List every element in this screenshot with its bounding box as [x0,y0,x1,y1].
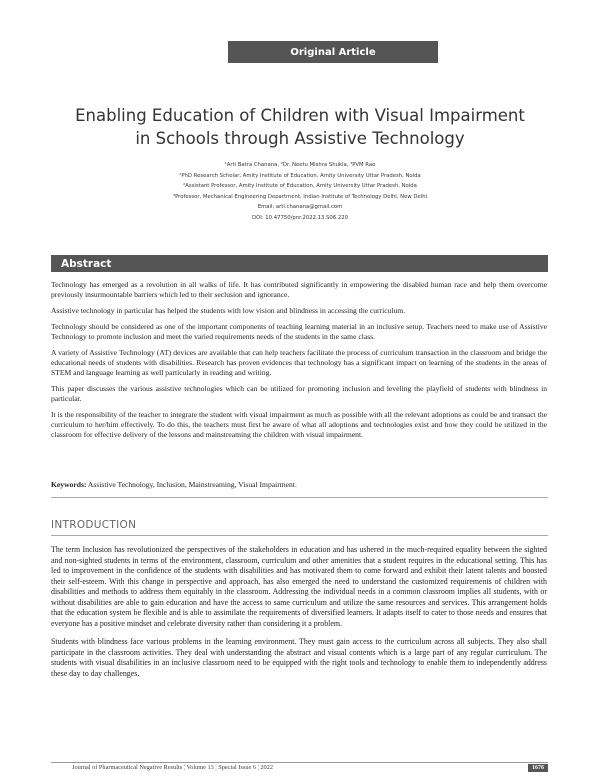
introduction-paragraph: The term Inclusion has revolutionized the perspectives of the stakeholders in education and has ushered in the much-required equality between the sighted and non-sighted students in terms of the environment, classroom, curriculum and other amenities that a student requires in the educational setting. This has led to improvement in the confidence of the students with disabilities and has motivated them to come forward and exhibit their latent talents and boosted their self-esteem. With this change in perspective and approach, has also emerged the need to understand the customized requirements of children with disabilities and methods to address them equitably in the classroom. Addressing the individual needs in a common classroom implies all students, with or without disabilities are able to gain education and have the access to same curriculum and utilize the same resources and services. This arrangement holds that the education system be flexible and is able to assimilate the requirements of diversified learners. It adapts itself to cater to those needs and ensures that everyone has a positive mindset and celebrate diversity rather than considering it a problem. [51,545,547,628]
author-email: Email: arti.chanana@gmail.com [257,204,343,211]
introduction-body [51,545,547,687]
keywords-label: Keywords: [51,480,87,489]
keywords-line [51,480,547,490]
abstract-paragraph: Technology should be considered as one of the important components of teaching learning material in an inclusive setup. Teachers need to make use of Assistive Technology to promote inclusion and meet the varied requirements needs of the students in the same class. [51,322,547,341]
abstract-body [51,280,547,446]
keywords-text: Assistive Technology, Inclusion, Mainstreaming, Visual Impairment. [87,480,297,489]
abstract-heading-bar [51,255,548,272]
abstract-paragraph: It is the responsibility of the teacher to integrate the student with visual impairment as much as possible with all the relevant adoptions as could be and transact the curriculum to her/him effectively. To do this, the teachers must first be aware of what all adoptions and technologies exist and how they could be utilized in the classroom for effective delivery of the lessons and mainstreaming the children with visual impairment. [51,410,547,439]
section-divider [51,535,548,536]
article-type-banner [228,41,438,63]
affiliation-1: ¹PhD Research Scholar, Amity Institute of Education, Amity University Uttar Pradesh, Noida [179,172,421,179]
abstract-paragraph: A variety of Assistive Technology (AT) devices are available that can help teachers facilitate the process of curriculum transaction in the classroom and bridge the educational needs of students with disabilities. Research has proven evidences that technology has a significant impact on learning of the students in the areas of STEM and language learning as well particularly in reading and writing. [51,348,547,377]
abstract-paragraph: Assistive technology in particular has helped the students with low vision and blindness in accessing the curriculum. [51,306,406,315]
abstract-heading: Abstract [61,257,112,270]
paper-title [40,104,560,150]
abstract-paragraph: Technology has emerged as a revolution in all walks of life. It has contributed significantly in empowering the disabled human race and help them overcome previously insurmountable barriers which led to their seclusion and ignorance. [51,280,547,299]
article-type-label: Original Article [290,46,376,58]
journal-citation: Journal of Pharmaceutical Negative Results ¦ Volume 13 ¦ Special Issue 6 ¦ 2022 [72,764,273,771]
affiliation-2: ²Assistant Professor, Amity Institute of Education, Amity University Uttar Pradesh, Noida [183,183,417,190]
doi: DOI: 10.47750/pnr.2022.13.S06.220 [252,214,348,221]
introduction-paragraph: Students with blindness face various problems in the learning environment. They must gain access to the curriculum across all subjects. They also shall participate in the classroom activities. They deal with understanding the abstract and visual contents which is a large part of any regular curriculum. The students with visual disabilities in an inclusive classroom need to be equipped with the right tools and technology to enable them to independently address these day to day challenges. [51,637,547,678]
author-names: ¹Arti Batra Chanana, ²Dr. Neetu Mishra Shukla, ³PVM Rao [224,162,376,168]
introduction-heading: INTRODUCTION [51,519,137,531]
author-block [40,160,560,224]
section-divider [51,497,548,498]
paper-title-line-2: in Schools through Assistive Technology [135,129,465,148]
page-footer [51,762,548,773]
abstract-paragraph: This paper discusses the various assistive technologies which can be utilized for promoting inclusion and leveling the playfield of students with blindness in particular. [51,384,547,403]
page-number: 1676 [528,764,548,772]
paper-title-line-1: Enabling Education of Children with Visual Impairment [75,106,525,125]
affiliation-3: ³Professor, Mechanical Engineering Department, Indian Institute of Technology Delhi, New Delhi [172,193,428,200]
